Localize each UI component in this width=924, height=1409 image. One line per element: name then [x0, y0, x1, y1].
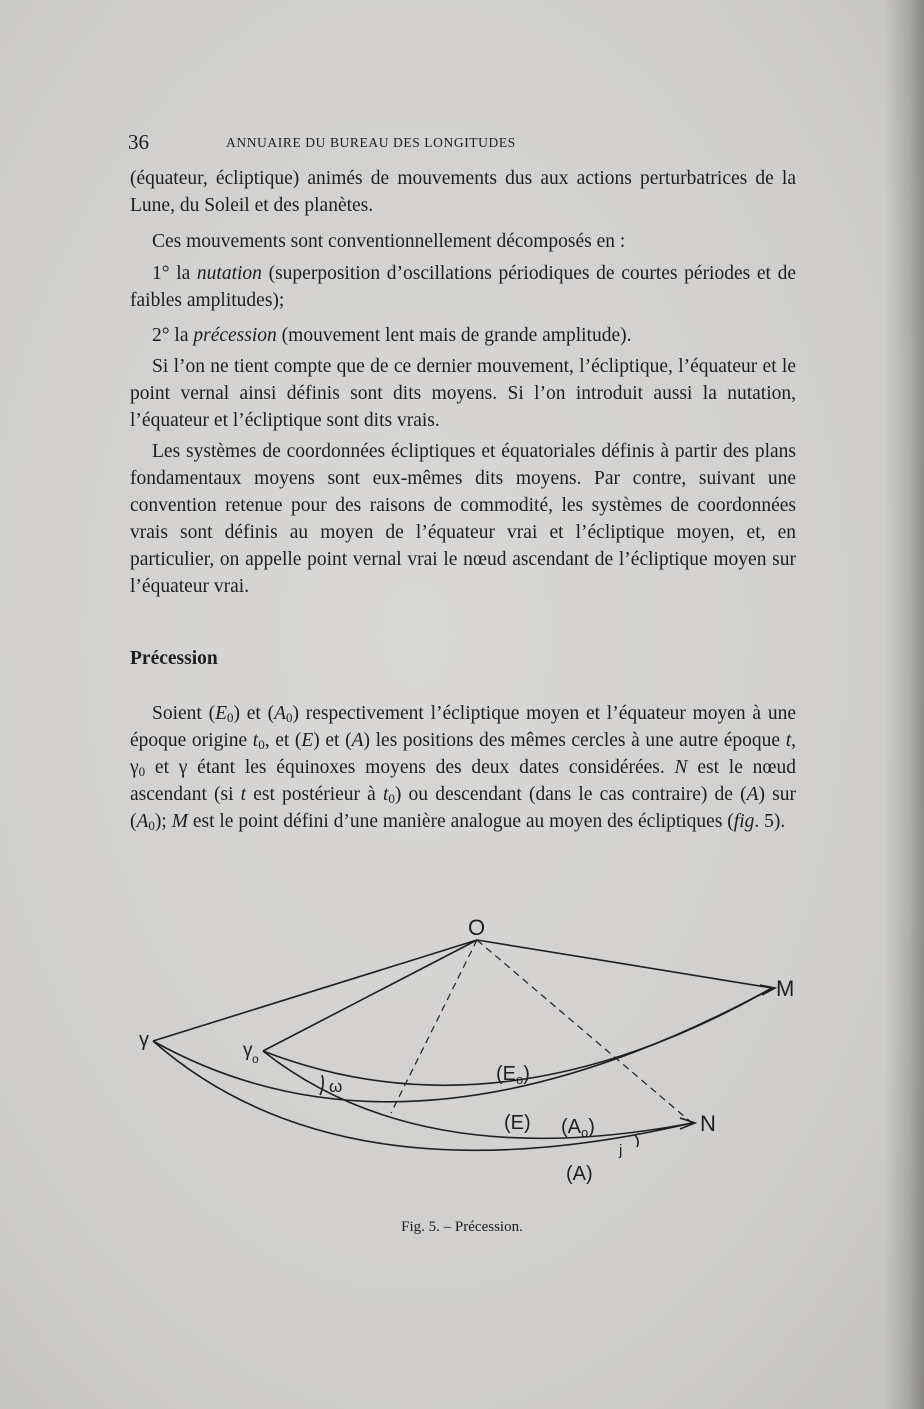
label-gamma0-sub: o: [252, 1052, 259, 1066]
book-spine-shadow: [884, 0, 924, 1409]
section-title: Précession: [130, 648, 218, 669]
label-A: (A): [566, 1163, 593, 1185]
label-j: j: [619, 1142, 623, 1159]
label-omega: ω: [329, 1077, 343, 1096]
label-E: (E): [504, 1112, 531, 1134]
arc-E0: [263, 988, 772, 1085]
paragraph-precession-definitions: Soient $(E_0)$ et $(A_0)$ respectivement l’écliptique moyen et l’équateur moyen à une époque origine $t_0$, et (E) et (A) les positions des mêmes cercles à une autre époque t, $\gamma_0$ et γ étant les équinoxes moyens des deux dates considérées. N est le nœud ascendant (si t est postérieur à $t_0$) ou descendant (dans le cas contraire) de (A) sur $(A_0)$; M est le point défini d’une manière analogue au moyen des écliptiques (fig. 5).: [130, 703, 796, 833]
label-N: N: [700, 1111, 716, 1136]
label-M: M: [776, 976, 795, 1001]
page-header: [128, 130, 808, 154]
line-O-gamma0: [263, 940, 477, 1051]
paragraph-nutation: 1° la nutation (superposition d’oscillations périodiques de courtes périodes et de faibles amplitudes);: [130, 263, 796, 311]
line-O-M: [477, 940, 772, 988]
paragraph-coordinate-systems: Les systèmes de coordonnées écliptiques et équatoriales définis à partir des plans fondamentaux moyens sont eux-mêmes dits moyens. Par contre, suivant une convention retenue pour des raisons de commodité, les systèmes de coordonnées vrais sont définis au moyen de l’équateur vrai et l’écliptique moyen, et, en particulier, on appelle point vernal vrai le nœud ascendant de l’écliptique moyen sur l’équateur vrai.: [130, 441, 796, 597]
label-E0: $(E_o)$: [496, 1063, 530, 1087]
precession-diagram: [120, 905, 820, 1205]
term-nutation: nutation: [196, 263, 262, 284]
line-O-intersection-dashed: [391, 940, 477, 1113]
line-O-N-dashed: [477, 940, 692, 1123]
angle-j-arc: [635, 1135, 638, 1147]
line-O-gamma: [153, 940, 477, 1041]
paragraph-precession: 2° la précession (mouvement lent mais de grande amplitude).: [152, 325, 632, 346]
page-number: 36: [128, 130, 149, 154]
label-gamma: γ: [139, 1029, 149, 1051]
paragraph-mean-true: Si l’on ne tient compte que de ce dernier mouvement, l’écliptique, l’équateur et le point vernal ainsi définis sont dits moyens. Si l’on introduit aussi la nutation, l’équateur et l’écliptique sont dits vrais.: [130, 356, 796, 431]
paragraph-decomposition: Ces mouvements sont conventionnellement décomposés en :: [152, 231, 626, 252]
label-O: O: [468, 915, 486, 940]
arc-A: [153, 1041, 692, 1150]
running-title: ANNUAIRE DU BUREAU DES LONGITUDES: [226, 135, 516, 150]
angle-omega-arc: [320, 1075, 323, 1095]
label-A0: $(A_o)$: [561, 1116, 595, 1140]
diagram-svg: [120, 905, 820, 1205]
term-precession: précession: [193, 325, 277, 346]
paragraph-continuation: (équateur, écliptique) animés de mouvements dus aux actions perturbatrices de la Lune, du Soleil et des planètes.: [130, 168, 796, 216]
figure-caption: Fig. 5. – Précession.: [401, 1219, 523, 1235]
label-gamma0: γ: [243, 1040, 253, 1061]
